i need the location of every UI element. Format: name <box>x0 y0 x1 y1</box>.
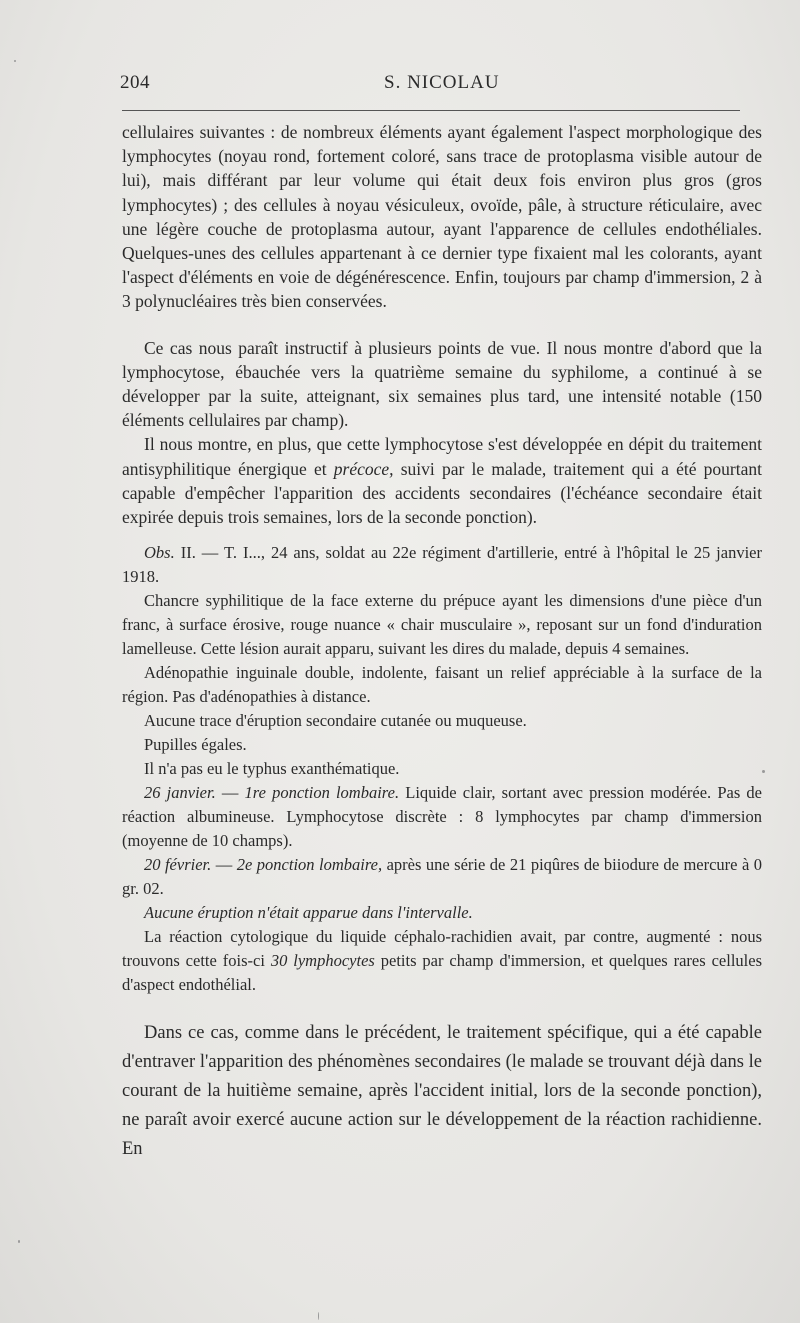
observation-label: Obs. <box>144 543 175 563</box>
page-number: 204 <box>120 72 150 93</box>
observation-ponction-1 <box>122 781 762 853</box>
header-rule <box>122 110 740 111</box>
cytology-part-a: La réaction cytologique du liquide céphalo-rachidien avait, par contre, augmenté : nous trouvons cette fois-ci <box>122 927 762 971</box>
paragraph-2: Ce cas nous paraît instructif à plusieurs points de vue. Il nous montre d'abord que la lymphocytose, ébauchée vers la quatrième semaine du syphilome, a continué à se développer par la suite, atteignant, six semaines plus tard, une intensité notable (150 éléments cellulaires par champ). <box>122 337 762 431</box>
paper-speck <box>762 770 765 773</box>
paragraph-3 <box>122 432 762 529</box>
ponction-2-label: 2e ponction lombaire, <box>236 855 383 875</box>
ponction-2-dash: — <box>211 855 237 875</box>
ponction-1-dash: — <box>215 783 245 803</box>
ponction-2-text: après une série de 21 piqûres de biiodure de mercure à 0 gr. 02. <box>122 855 763 899</box>
observation-ponction-2 <box>122 853 762 901</box>
observation-block <box>122 541 762 997</box>
paragraph-3-part-b: suivi par le malade, traitement qui a été pourtant capable d'empêcher l'apparition des accidents secondaires (l'échéance secondaire était expirée depuis trois semaines, lors de la seconde ponction). <box>122 458 762 528</box>
cytology-italic: 30 lymphocytes <box>270 951 375 971</box>
cytology-part-b: petits par champ d'immersion, et quelques rares cellules d'aspect endothélial. <box>122 951 762 995</box>
observation-heading <box>122 541 762 589</box>
paper-speck <box>14 60 16 62</box>
observation-eruption: Aucune trace d'éruption secondaire cutanée ou muqueuse. <box>144 711 527 731</box>
observation-text: II. — T. I..., 24 ans, soldat au 22e régiment d'artillerie, entré à l'hôpital le 25 janvier 1918. <box>122 543 762 587</box>
observation-adenopathie: Adénopathie inguinale double, indolente, faisant un relief appréciable à la surface de la région. Pas d'adénopathies à distance. <box>122 663 762 707</box>
final-block <box>122 1019 762 1164</box>
paragraph-1: cellulaires suivantes : de nombreux éléments ayant également l'aspect morphologique des lymphocytes (noyau rond, fortement coloré, sans trace de protoplasma visible autour de lui), mais différant par leur volume qui était deux fois environ plus gros (gros lymphocytes) ; des cellules à noyau vésiculeux, ovoïde, pâle, à structure réticulaire, avec une légère couche de protoplasma autour, ayant l'apparence de cellules endothéliales. Quelques-unes des cellules appartenant à ce dernier type fixaient mal les colorants, ayant l'aspect d'éléments en voie de dégénérescence. Enfin, toujours par champ d'immersion, 2 à 3 polynucléaires très bien conservées. <box>122 122 762 312</box>
ponction-2-date: 20 février. <box>144 855 212 875</box>
ponction-1-text: Liquide clair, sortant avec pression modérée. Pas de réaction albumineuse. Lymphocytose discrète : 8 lymphocytes par champ d'immersion (moyenne de 10 champs). <box>122 783 763 851</box>
ponction-1-label: 1re ponction lombaire. <box>244 783 400 803</box>
paragraph-final: Dans ce cas, comme dans le précédent, le traitement spécifique, qui a été capable d'entraver l'apparition des phénomènes secondaires (le malade se trouvant déjà dans le courant de la huitième semaine, après l'accident initial, lors de la seconde ponction), ne paraît avoir exercé aucune action sur le développement de la réaction rachidienne. En <box>122 1023 762 1160</box>
running-head: S. NICOLAU <box>384 72 500 93</box>
paper-speck <box>318 1312 319 1320</box>
observation-cytology <box>122 925 762 997</box>
observation-pupilles: Pupilles égales. <box>144 735 247 755</box>
observation-typhus: Il n'a pas eu le typhus exanthématique. <box>144 759 400 779</box>
paragraph-3-part-a: Il nous montre, en plus, que cette lymphocytose s'est développée en dépit du traitement antisyphilitique énergique et <box>122 434 762 479</box>
body-text <box>122 120 762 1164</box>
ponction-1-date: 26 janvier. <box>144 783 216 803</box>
paper-speck <box>18 1240 20 1243</box>
observation-chancre: Chancre syphilitique de la face externe du prépuce ayant les dimensions d'une pièce d'un franc, à surface érosive, rouge nuance « chair musculaire », reposant sur un fond d'induration lamelleuse. Cette lésion aurait apparu, suivant les dires du malade, depuis 4 semaines. <box>122 591 762 659</box>
observation-no-eruption: Aucune éruption n'était apparue dans l'intervalle. <box>144 903 473 923</box>
page-header <box>120 72 740 102</box>
paragraph-3-italic: précoce, <box>333 458 394 479</box>
